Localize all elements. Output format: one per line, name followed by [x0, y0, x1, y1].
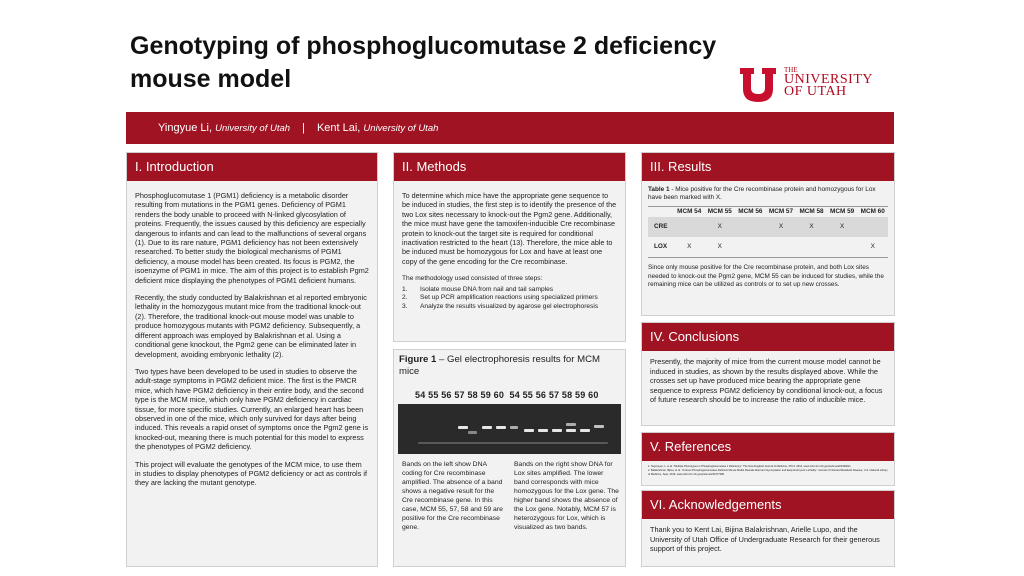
results-summary: Since only mouse positive for the Cre recombinase protein, and both Lox sites needed to knock-out the Pgm2 gene, MCM 55 can be induced for studies, while the remaining mice can be utilized as controls or to set up new crosses. [648, 264, 884, 288]
university-of-utah-logo [738, 66, 880, 106]
logo-university: UNIVERSITY [784, 72, 873, 87]
methods-panel [393, 152, 626, 342]
author-1: Yingyue Li, University of Utah [158, 122, 291, 134]
column-header: MCM 57 [768, 208, 794, 216]
methods-step: 1. Isolate mouse DNA from nail and tail samples [402, 285, 554, 293]
conclusions-panel [641, 322, 895, 426]
acknowledgements-panel [641, 490, 895, 567]
logo-the: THE [784, 66, 798, 74]
methods-intro: The methodology used consisted of three steps: [402, 275, 543, 283]
reference-item: 2. Balakrishnan, Bijina, et al. "A Novel Phosphoglucomutase-Deficient Mouse Model Reveals Aberrant Glycosylation and Early Embryonic Lethality." Journal of Inherited Metabolic Disease, U.S. National Library of Medicine, Sept. 2019, www.ncbi.nlm.nih.gov/pubmed/31077389 [648, 469, 888, 476]
logo-of-utah: OF UTAH [784, 84, 847, 99]
table-caption: Table 1 - Mice positive for the Cre recombinase protein and homozygous for Lox have been marked with X. [648, 186, 876, 202]
table-row: CRE X X X X [648, 217, 888, 237]
introduction-heading: I. Introduction [127, 153, 377, 181]
figure-1-panel [393, 349, 626, 567]
acknowledgements-heading: VI. Acknowledgements [642, 491, 894, 519]
conclusions-text: Presently, the majority of mice from the current mouse model cannot be induced in studies, as shown by the results displayed above. While the crosses set up have produced mice bearing the appropriate gene sequence to express PGM2 deficiency by conditional knock-out, a focus of future research should be to increase the ratio of inducible mice. [650, 357, 883, 405]
conclusions-heading: IV. Conclusions [642, 323, 894, 351]
block-u-icon [738, 66, 778, 104]
figure-note-left: Bands on the left show DNA coding for Cre recombinase amplified. The absence of a band shows a negative result for the Cre recombinase gene. In this case, MCM 55, 57, 58 and 59 are positive for the Cre recombinase gene. [402, 461, 503, 531]
table-row: LOX X X X [648, 237, 888, 258]
methods-step: 3. Analyze the results visualized by agarose gel electrophoresis [402, 302, 599, 310]
intro-paragraph-4: This project will evaluate the genotypes of the MCM mice, to use them in studies to display phenotypes of PGM2 deficiency or act as controls if they are lacking the mutant genotype. [135, 459, 367, 488]
results-heading: III. Results [642, 153, 894, 181]
intro-paragraph-1: Phosphoglucomutase 1 (PGM1) deficiency is a metabolic disorder resulting from mutations in the PGM1 genes. Deficiency of PGM1 renders the body unable to proceed with N-linked glycosylation of proteins. Frequently, the issues caused by this deficiency are especially dangerous to infants and can lead to the malfunctions of several organs (1). Due to its rare nature, PGM1 deficiency has not been extensively researched. To better study the biological mechanisms of PGM1 deficiency, a mouse model has been created. Its focus is PGM2, the isoenzyme of PGM1 in mice. The aim of this project is to establish Pgm2 deficient mice displaying the phenotypes of PGM1 deficient humans. [135, 191, 369, 285]
reference-item: 1. Tegtmeyer, L. et al. "Multiple Phenotypes in Phosphoglucomutase 1 Deficiency." The New England Journal of Medicine, 370.6, 2014, www.ncbi.nlm.nih.gov/pubmed/24499211 [648, 465, 851, 468]
author-separator: | [302, 122, 305, 134]
acknowledgements-text: Thank you to Kent Lai, Bijina Balakrishnan, Arielle Lupo, and the University of Utah Office of Undergraduate Research for their generous support of this project. [650, 525, 880, 554]
intro-paragraph-2: Recently, the study conducted by Balakrishnan et al reported embryonic lethality in the homozygous mutant mice from the traditional knock-out (2). Therefore, the traditional knock-out mouse model was unable to produce homozygous mutants with PGM2 deficiency. Subsequently, a different approach was employed by Balakrishnan et al. Using a conditional gene knockout, the Pgm2 gene can be eliminated later in development, avoiding embryonic lethality (2). [135, 293, 367, 359]
gel-image [398, 404, 621, 454]
column-header: MCM 59 [830, 208, 855, 216]
results-panel [641, 152, 895, 316]
references-panel [641, 432, 895, 486]
column-header: MCM 54 [677, 208, 702, 216]
author-2: Kent Lai, University of Utah [316, 122, 439, 134]
affiliation-1: University of Utah [215, 123, 291, 134]
column-header: MCM 60 [860, 208, 885, 216]
column-header: MCM 55 [707, 208, 732, 216]
introduction-panel [126, 152, 378, 567]
methods-step: 2. Set up PCR amplification reactions using specialized primers [402, 294, 598, 302]
methods-steps [402, 286, 617, 312]
figure-note-right: Bands on the right show DNA for Lox sites amplified. The lower band corresponds with mice homozygous for the Lox gene. The higher band shows the absence of the Lox gene. Notably, MCM 57 is heterozygous for Lox, which is visualized as two bands. [514, 461, 619, 531]
methods-heading: II. Methods [394, 153, 625, 181]
references-heading: V. References [642, 433, 894, 461]
author-bar [126, 112, 894, 144]
affiliation-2: University of Utah [363, 123, 439, 134]
column-header: MCM 56 [738, 208, 763, 216]
figure-caption: Figure 1 – Gel electrophoresis results for MCM mice [399, 354, 601, 377]
column-header: MCM 58 [799, 208, 824, 216]
intro-paragraph-3: Two types have been developed to be used in studies to observe the adult-stage symptoms in PGM2 deficient mice. The first is the PMCR mice, which have PGM2 deficiency in their entire body, and the second type is the MCM mice, which only have PGM2 deficiency in cardiac tissue, for more specific studies. Currently, an enlarged heart has been observed in one of the mice, which only survived for days after being induced. This reveals a rapid onset of symptoms once the Pgm2 gene is knocked-out, meaning there is much potential for this model to express the phenotypes of PGM2 deficiency. [135, 366, 369, 452]
results-table [648, 206, 888, 258]
poster-title: Genotyping of phosphoglucomutase 2 deficiency mouse model [130, 32, 717, 93]
gel-lane-labels: 54 55 56 57 58 59 60 54 55 56 57 58 59 60 [415, 390, 599, 400]
methods-paragraph: To determine which mice have the appropriate gene sequence to be induced in studies, the first step is to identify the presence of the two Lox sites necessary to knock-out the Pgm2 gene. Additionally, the mice must have gene the tamoxifen-inducible Cre recombinase protein to knock-out the target site is required for conditional inactivation restricted to the heart (13). Therefore, the mice able to be induced must be homozygous for Lox and have at least one copy of the gene encoding for the Cre recombinase. [402, 191, 617, 266]
